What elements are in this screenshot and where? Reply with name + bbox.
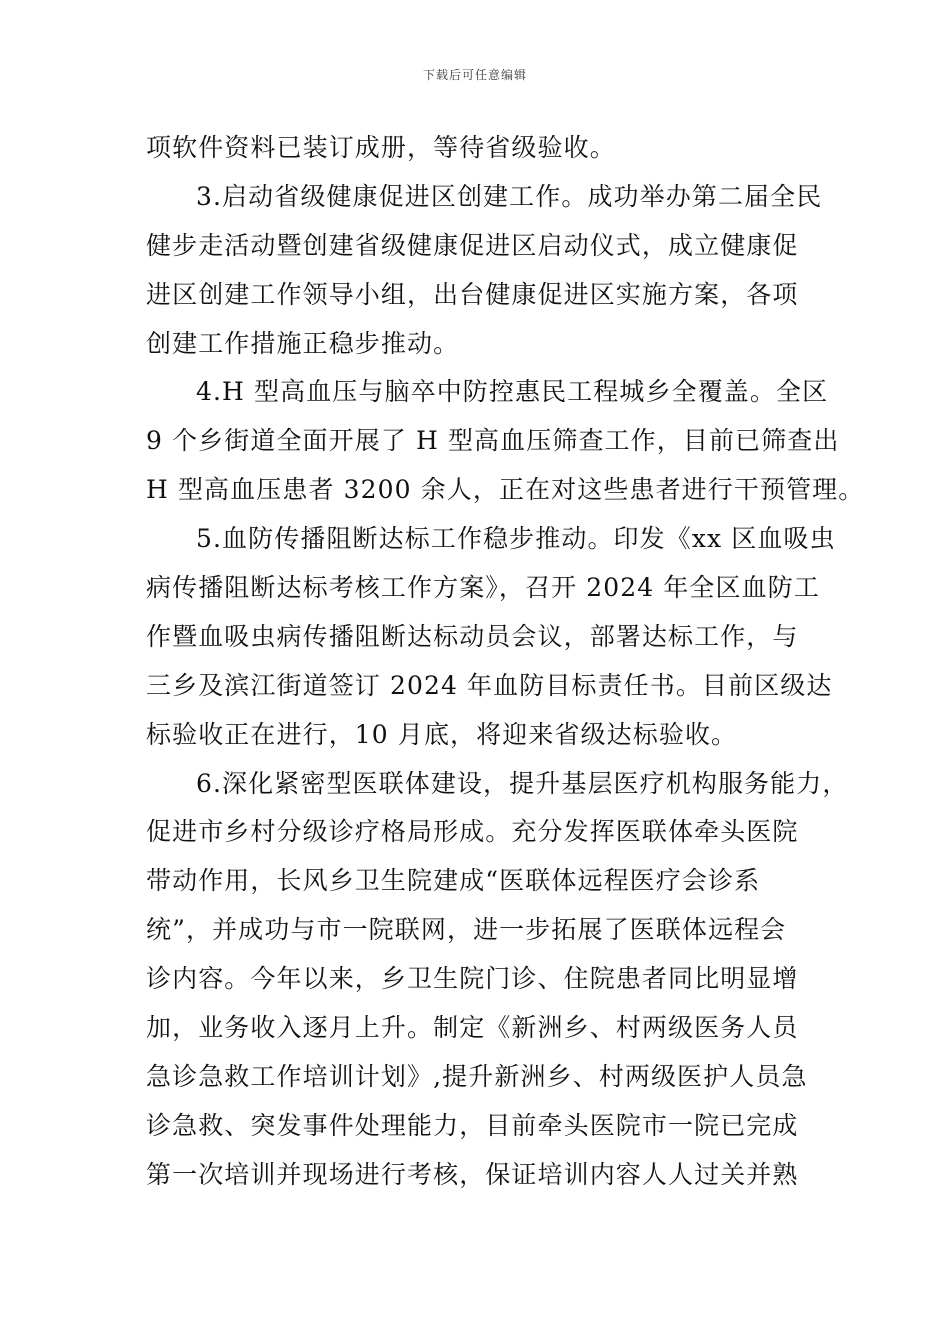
text-line: 第一次培训并现场进行考核，保证培训内容人人过关并熟 <box>146 1159 799 1189</box>
text-line: 标验收正在进行，10 月底，将迎来省级达标验收。 <box>146 719 738 749</box>
text-line-paragraph-start: 5.血防传播阻断达标工作稳步推动。印发《xx 区血吸虫 <box>196 524 836 554</box>
text-line: 促进市乡村分级诊疗格局形成。充分发挥医联体牵头医院 <box>146 817 799 847</box>
text-line: 创建工作措施正稳步推动。 <box>146 328 460 358</box>
text-line: 项软件资料已装订成册，等待省级验收。 <box>146 133 616 162</box>
text-line: 健步走活动暨创建省级健康促进区启动仪式，成立健康促 <box>146 230 799 260</box>
text-line: 9 个乡街道全面开展了 H 型高血压筛查工作，目前已筛查出 <box>146 426 840 456</box>
text-line: 进区创建工作领导小组，出台健康促进区实施方案，各项 <box>146 279 799 309</box>
text-line-paragraph-start: 6.深化紧密型医联体建设，提升基层医疗机构服务能力， <box>196 768 849 798</box>
document-body <box>146 124 865 1200</box>
text-line: 加，业务收入逐月上升。制定《新洲乡、村两级医务人员 <box>146 1013 799 1043</box>
text-line: 带动作用，长风乡卫生院建成“医联体远程医疗会诊系 <box>146 866 761 896</box>
text-line-paragraph-start: 3.启动省级健康促进区创建工作。成功举办第二届全民 <box>196 181 823 211</box>
text-line-paragraph-start: 4.H 型高血压与脑卒中防控惠民工程城乡全覆盖。全区 <box>196 377 829 407</box>
page-header: 下载后可任意编辑 <box>422 68 527 82</box>
text-line: 作暨血吸虫病传播阻断达标动员会议，部署达标工作，与 <box>146 621 799 651</box>
text-line: 诊急救、突发事件处理能力，目前牵头医院市一院已完成 <box>146 1110 799 1140</box>
text-line: 急诊急救工作培训计划》,提升新洲乡、村两级医护人员急 <box>146 1061 808 1091</box>
text-line: H 型高血压患者 3200 余人，正在对这些患者进行干预管理。 <box>146 475 865 505</box>
text-line: 病传播阻断达标考核工作方案》，召开 2024 年全区血防工 <box>146 573 820 603</box>
text-line: 三乡及滨江街道签订 2024 年血防目标责任书。目前区级达 <box>146 670 833 700</box>
text-line: 统”，并成功与市一院联网，进一步拓展了医联体远程会 <box>146 915 787 945</box>
text-line: 诊内容。今年以来，乡卫生院门诊、住院患者同比明显增 <box>146 964 799 994</box>
